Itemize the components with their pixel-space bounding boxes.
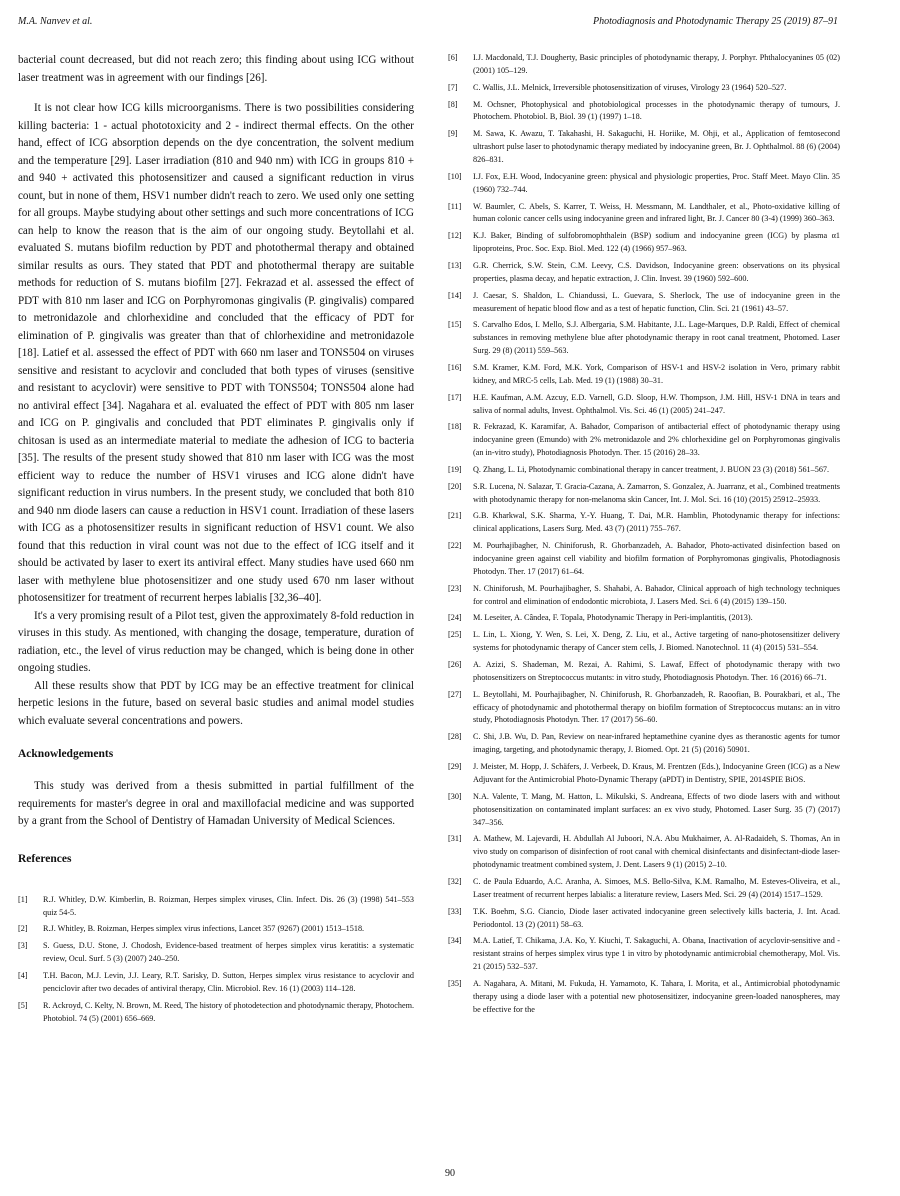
reference-item xyxy=(448,128,840,167)
reference-item xyxy=(448,876,840,902)
acknowledgements-text: This study was derived from a thesis submitted in partial fulfillment of the requirements for master's degree in oral and maxillofacial medicine and was supported by a grant from the School of Dentistry of Hamadan University of Medical Sciences. xyxy=(18,780,414,827)
reference-item xyxy=(448,82,840,95)
right-column xyxy=(448,52,840,1021)
reference-text: Q. Zhang, L. Li, Photodynamic combinational therapy in cancer treatment, J. BUON 23 (3) (2018) 561–567. xyxy=(473,464,830,474)
body-paragraph-2: It is not clear how ICG kills microorganisms. There is two possibilities considering killing bacteria: 1 - actual phototoxicity and 2 - indirect thermal effects. On the other hand, effect of ICG absorption depends on the dye concentration, the solvent medium and the temperature [29]. Laser irradiation (810 and 940 nm) with ICG in groups 810 + and 940 + activated this photosensitizer and caused a significant reduction in virus count, but in none of them, HSV1 number didn't reach to zero. We used only one setting for all groups. Maybe studying about other settings and such more concentrations of ICG can help to know the reason that is the aim of our ongoing study. Beytollahi et al. evaluated S. mutans biofilm reduction by PDT and photothermal therapy and obtained similar results as ours. They stated that PDT and photothermal therapy are suitable methods for reduction of S. mutans biofilm [27]. Fekrazad et al. assessed the effect of PDT with 810 nm laser and ICG on Porphyromonas gingivalis (P. gingivalis) compared to metronidazole and chlorhexidine and concluded that the efficacy of PDT for elimination of P. gingivalis was greater than that of chlorhexidine and metronidazole [18]. Latief et al. assessed the effect of PDT with 660 nm laser and TONS504 on viruses sensitive and resistant to acyclovir and concluded that both types of viruses (sensitive and resistant to acyclovir) were sensitive to PDT with TONS504; TONS504 alone had no antiviral effect [34]. Nagahara et al. evaluated the effect of PDT with 805 nm laser and ICG on P. gingivalis and concluded that PDT eliminates P. gingivalis only if chitosan is used as an intermediate material to mediate the adhesion of ICG to bacteria [35]. The results of the present study showed that 810 nm laser with ICG was the most efficient way to reduce the number of HSV1 viruses and ICG alone didn't have significant reduction in virus numbers. In the present study, we concluded that both 810 and 940 nm diode lasers can cause a reduction in HSV1 count. Irradiation of these lasers with ICG as a photosensitizer results in significant reduction of HSV1 count. We also found that this reduction in viral count was not due to the effect of ICG itself and it should be activated by laser to exert its antiviral effect. Many studies have used 660 nm laser with methylene blue photosensitizer and one study used 670 nm laser without photosensitizer for treatment of recurrent herpes labialis [32,36–40]. xyxy=(18,102,414,604)
reference-number[interactable]: [16] xyxy=(448,362,462,372)
reference-item xyxy=(18,999,414,1025)
reference-text: N. Chiniforush, M. Pourhajibagher, S. Shahabi, A. Bahador, Clinical approach of high technology techniques for control and elimination of endodontic microbiota, J. Lasers Med. Sci. 6 (4) (2015) 139–150. xyxy=(473,583,840,606)
reference-number[interactable]: [19] xyxy=(448,464,462,474)
reference-item xyxy=(448,230,840,256)
reference-number[interactable]: [29] xyxy=(448,761,462,771)
reference-text: K.J. Baker, Binding of sulfobromophthalein (BSP) sodium and indocyanine green (ICG) by plasma α1 lipoproteins, Proc. Soc. Exp. Biol. Med. 122 (4) (1966) 957–963. xyxy=(473,231,840,254)
reference-item xyxy=(448,171,840,197)
reference-number[interactable]: [7] xyxy=(448,82,458,92)
reference-number[interactable]: [26] xyxy=(448,659,462,669)
body-paragraph-4: All these results show that PDT by ICG may be an effective treatment for clinical herpetic lesions in the future, based on several basic studies and animal model studies which evaluate several concentrations and powers. xyxy=(18,679,414,727)
reference-number[interactable]: [32] xyxy=(448,876,462,886)
reference-text: R.J. Whitley, D.W. Kimberlin, B. Roizman, Herpes simplex viruses, Clin. Infect. Dis. 26 (3) (1998) 541–553 quiz 54-5. xyxy=(43,894,414,917)
reference-text: L. Lin, L. Xiong, Y. Wen, S. Lei, X. Deng, Z. Liu, et al., Active targeting of nano-photosensitizer delivery systems for photodynamic therapy of Cancer stem cells, J. Biomed. Nanotechnol. 11 (4) (2015) 531–554. xyxy=(473,630,840,653)
reference-item xyxy=(448,761,840,787)
left-column xyxy=(18,52,414,1029)
reference-number[interactable]: [20] xyxy=(448,481,462,491)
page-number: 90 xyxy=(445,1168,455,1179)
reference-item xyxy=(448,260,840,286)
reference-item xyxy=(448,319,840,358)
reference-text: W. Baumler, C. Abels, S. Karrer, T. Weiss, H. Messmann, M. Landthaler, et al., Photo-oxidative killing of human colonic cancer cells using indocyanine green and infrared light, Br. J. Cancer 80 (3-4) (1999) 360–363. xyxy=(473,201,840,224)
reference-item xyxy=(448,540,840,579)
reference-text: S.R. Lucena, N. Salazar, T. Gracia-Cazana, A. Zamarron, S. Gonzalez, A. Juarranz, et al., Combined treatments with photodynamic therapy for non-melanoma skin Cancer, Int. J. Mol. Sci. 16 (10) (2015) 25912–25933. xyxy=(473,481,840,504)
reference-item xyxy=(448,481,840,507)
reference-number[interactable]: [1] xyxy=(18,894,28,904)
reference-number[interactable]: [10] xyxy=(448,171,462,181)
reference-number[interactable]: [11] xyxy=(448,201,462,211)
reference-text: M. Leseiter, A. Cândea, F. Topala, Photodynamic Therapy in Peri-implantitis, (2013). xyxy=(473,613,753,623)
reference-text: M. Ochsner, Photophysical and photobiological processes in the photodynamic therapy of tumours, J. Photochem. Photobiol. B, Biol. 39 (1) (1997) 1–18. xyxy=(473,99,840,122)
reference-item xyxy=(448,935,840,974)
reference-number[interactable]: [12] xyxy=(448,231,462,241)
reference-text: I.J. Fox, E.H. Wood, Indocyanine green: physical and physiologic properties, Proc. Staff Meet. Mayo Clin. 35 (1960) 732–744. xyxy=(473,171,840,194)
reference-item xyxy=(448,290,840,316)
reference-text: G.B. Kharkwal, S.K. Sharma, Y.-Y. Huang, T. Dai, M.R. Hamblin, Photodynamic therapy for infections: clinical applications, Lasers Surg. Med. 43 (7) (2011) 755–767. xyxy=(473,511,840,534)
reference-text: S.M. Kramer, K.M. Ford, M.K. York, Comparison of HSV-1 and HSV-2 isolation in Vero, primary rabbit kidney, and MRC-5 cells, Lab. Med. 19 (1) (1988) 30–31. xyxy=(473,362,840,385)
running-header-authors: M.A. Nanvev et al. xyxy=(18,16,93,27)
reference-list-left xyxy=(18,893,414,1026)
reference-text: R. Ackroyd, C. Kelty, N. Brown, M. Reed, The history of photodetection and photodynamic therapy, Photochem. Photobiol. 74 (5) (2001) 656–669. xyxy=(43,1001,414,1024)
reference-item xyxy=(448,583,840,609)
reference-text: M. Pourhajibagher, N. Chiniforush, R. Ghorbanzadeh, A. Bahador, Photo-activated disinfection based on indocyanine green against cell viability and biofilm formation of Porphyromonas gingivalis, Photodiagnosis Photodyn. Ther. 17 (2017) 61–64. xyxy=(473,541,840,576)
running-header-journal: Photodiagnosis and Photodynamic Therapy 25 (2019) 87–91 xyxy=(593,16,838,27)
reference-text: S. Guess, D.U. Stone, J. Chodosh, Evidence-based treatment of herpes simplex virus keratitis: a systematic review, Ocul. Surf. 5 (3) (2007) 240–250. xyxy=(43,941,414,964)
reference-number[interactable]: [31] xyxy=(448,834,462,844)
reference-number[interactable]: [33] xyxy=(448,906,462,916)
reference-text: M.A. Latief, T. Chikama, J.A. Ko, Y. Kiuchi, T. Sakaguchi, A. Obana, Inactivation of acyclovir-sensitive and -resistant strains of herpes simplex virus type 1 in vitro by photodynamic antimicrobial chemotherapy, Mol. Vis. 21 (2015) 532–537. xyxy=(473,936,840,972)
reference-item xyxy=(448,464,840,477)
reference-number[interactable]: [25] xyxy=(448,630,462,640)
reference-item xyxy=(448,392,840,418)
reference-text: A. Azizi, S. Shademan, M. Rezai, A. Rahimi, S. Lawaf, Effect of photodynamic therapy with two photosensitizers on Streptococcus mutants: in vitro study, Photodiagnosis Photodyn. Ther. 16 (2016) 66–71. xyxy=(473,659,840,682)
reference-text: T.H. Bacon, M.J. Levin, J.J. Leary, R.T. Sarisky, D. Sutton, Herpes simplex virus resistance to acyclovir and penciclovir after two decades of antiviral therapy, Clin. Microbiol. Rev. 16 (1) (2003) 114–128. xyxy=(43,971,414,994)
reference-item xyxy=(448,906,840,932)
reference-number[interactable]: [13] xyxy=(448,260,462,270)
reference-item xyxy=(18,939,414,965)
reference-text: R. Fekrazad, K. Karamifar, A. Bahador, Comparison of antibacterial effect of photodynamic therapy using indocyanine green (Emundo) with 2% metronidazole and 2% chlorhexidine gel on Porphyromonas gingivalis (an in-vitro study), Photodiagnosis Photodyn. Ther. 15 (2016) 28–33. xyxy=(473,422,840,458)
reference-item xyxy=(448,689,840,728)
reference-number[interactable]: [22] xyxy=(448,541,462,551)
reference-text: T.K. Boehm, S.G. Ciancio, Diode laser activated indocyanine green selectively kills bacteria, J. Int. Acad. Periodontol. 13 (2) (2011) 58–63. xyxy=(473,906,840,929)
reference-number[interactable]: [8] xyxy=(448,99,458,109)
reference-number[interactable]: [23] xyxy=(448,583,462,593)
reference-number[interactable]: [30] xyxy=(448,791,462,801)
reference-text: R.J. Whitley, B. Roizman, Herpes simplex virus infections, Lancet 357 (9267) (2001) 1513–1518. xyxy=(43,924,365,934)
reference-number[interactable]: [21] xyxy=(448,511,462,521)
reference-item xyxy=(448,362,840,388)
reference-text: J. Caesar, S. Shaldon, L. Chiandussi, L. Guevara, S. Sherlock, The use of indocyanine green in the measurement of hepatic blood flow and as a test of hepatic function, Clin. Sci. 21 (1961) 43–57. xyxy=(473,290,840,313)
reference-number[interactable]: [14] xyxy=(448,290,462,300)
reference-number[interactable]: [34] xyxy=(448,936,462,946)
reference-text: L. Beytollahi, M. Pourhajibagher, N. Chiniforush, R. Ghorbanzadeh, R. Raoofian, B. Pourakbari, et al., The efficacy of photodynamic and photothermal therapy on biofilm formation of Streptococcus mutans: an in vitro study, Photodiagnosis Photodyn. Ther. 17 (2017) 56–60. xyxy=(473,689,840,725)
reference-text: C. Shi, J.B. Wu, D. Pan, Review on near-infrared heptamethine cyanine dyes as theranostic agents for tumor imaging, targeting, and photodynamic therapy, J. Biomed. Opt. 21 (5) (2016) 50901. xyxy=(473,732,840,755)
reference-item xyxy=(18,893,414,919)
reference-item xyxy=(448,99,840,125)
references-heading: References xyxy=(18,852,72,865)
reference-item xyxy=(448,833,840,872)
reference-item xyxy=(448,659,840,685)
reference-number[interactable]: [17] xyxy=(448,392,462,402)
reference-text: H.E. Kaufman, A.M. Azcuy, E.D. Varnell, G.D. Sloop, H.W. Thompson, J.M. Hill, HSV-1 DNA in tears and saliva of normal adults, Invest. Ophthalmol. Vis. Sci. 46 (1) (2005) 241–247. xyxy=(473,392,840,415)
reference-text: A. Mathew, M. Lajevardi, H. Abdullah Al Juboori, N.A. Abu Mukhaimer, A. Al-Radaideh, S. Thomas, An in vivo study on comparison of disinfection of root canal with chemical disinfectants and disinfectant-diode laser-photodynamic treatment combined system, J. Dent. Lasers 9 (1) (2015) 2–10. xyxy=(473,834,840,870)
reference-number[interactable]: [6] xyxy=(448,53,458,62)
reference-item xyxy=(448,510,840,536)
reference-text: S. Carvalho Edos, I. Mello, S.J. Albergaria, S.M. Habitante, J.L. Lage-Marques, D.P. Raldi, Effect of chemical substances in removing methylene blue after photodynamic therapy in root canal treatment, Photomed. Laser Surg. 29 (8) (2011) 559–563. xyxy=(473,320,840,356)
reference-number[interactable]: [18] xyxy=(448,422,462,432)
reference-text: N.A. Valente, T. Mang, M. Hatton, L. Mikulski, S. Andreana, Effects of two diode lasers with and without photosensitization on contaminated implant surfaces: an ex vivo study, Photomed. Laser Surg. 35 (7) (2017) 347–356. xyxy=(473,791,840,827)
reference-item xyxy=(448,52,840,78)
reference-item xyxy=(448,421,840,460)
reference-item xyxy=(18,969,414,995)
reference-number[interactable]: [15] xyxy=(448,320,462,330)
reference-number[interactable]: [9] xyxy=(448,129,458,139)
reference-item xyxy=(448,201,840,227)
body-paragraph-1: bacterial count decreased, but did not reach zero; this finding about using ICG without laser treatment was in agreement with our findings [26]. xyxy=(18,54,414,84)
reference-item xyxy=(448,629,840,655)
reference-number[interactable]: [27] xyxy=(448,689,462,699)
reference-item xyxy=(18,922,414,935)
reference-text: A. Nagahara, A. Mitani, M. Fukuda, H. Yamamoto, K. Tahara, I. Morita, et al., Antimicrobial photodynamic therapy using a diode laser with a potential new photosensitizer, indocyanine green-loaded nanospheres, may be effective for the xyxy=(473,978,840,1014)
reference-text: I.J. Macdonald, T.J. Dougherty, Basic principles of photodynamic therapy, J. Porphyr. Phthalocyanines 05 (02) (2001) 105–129. xyxy=(473,53,840,75)
reference-item xyxy=(448,612,840,625)
reference-number[interactable]: [35] xyxy=(448,978,462,988)
reference-number[interactable]: [2] xyxy=(18,924,28,934)
reference-text: C. Wallis, J.L. Melnick, Irreversible photosensitization of viruses, Virology 23 (1964) 520–527. xyxy=(473,82,787,92)
reference-number[interactable]: [3] xyxy=(18,941,28,951)
reference-text: C. de Paula Eduardo, A.C. Aranha, A. Simoes, M.S. Bello-Silva, K.M. Ramalho, M. Esteves-Oliveira, et al., Laser treatment of recurrent herpes labialis: a literature review, Lasers Med. Sci. 29 (4) (2014) 1517–1529. xyxy=(473,876,840,899)
reference-item xyxy=(448,978,840,1017)
reference-item xyxy=(448,731,840,757)
acknowledgements-heading: Acknowledgements xyxy=(18,748,114,760)
reference-item xyxy=(448,791,840,830)
reference-list-right xyxy=(448,52,840,1017)
reference-number[interactable]: [28] xyxy=(448,732,462,742)
reference-number[interactable]: [4] xyxy=(18,971,28,981)
reference-number[interactable]: [5] xyxy=(18,1001,28,1011)
reference-text: M. Sawa, K. Awazu, T. Takahashi, H. Sakaguchi, H. Horiike, M. Ohji, et al., Application of femtosecond ultrashort pulse laser to photodynamic therapy mediated by indocyanine green, Br. J. Ophthalmol. 88 (6) (2004) 826–831. xyxy=(473,129,840,165)
body-paragraph-3: It's a very promising result of a Pilot test, given the approximately 8-fold reduction in viruses in this study. As mentioned, with changing the dosage, temperature, duration of radiation, etc., the level of virus reduction may be changed, which is being done in other ongoing studies. xyxy=(18,609,414,674)
reference-text: G.R. Cherrick, S.W. Stein, C.M. Leevy, C.S. Davidson, Indocyanine green: observations on its physical properties, plasma decay, and hepatic extraction, J. Clin. Invest. 39 (1960) 592–600. xyxy=(473,260,840,283)
reference-number[interactable]: [24] xyxy=(448,613,462,623)
reference-text: J. Meister, M. Hopp, J. Schäfers, J. Verbeek, D. Kraus, M. Frentzen (Eds.), Indocyanine Green (ICG) as a New Adjuvant for the Antimicrobial Photo-Dynamic Therapy (aPDT) in Dentistry, SPIE, 2014SPIE BiOS. xyxy=(473,761,840,784)
